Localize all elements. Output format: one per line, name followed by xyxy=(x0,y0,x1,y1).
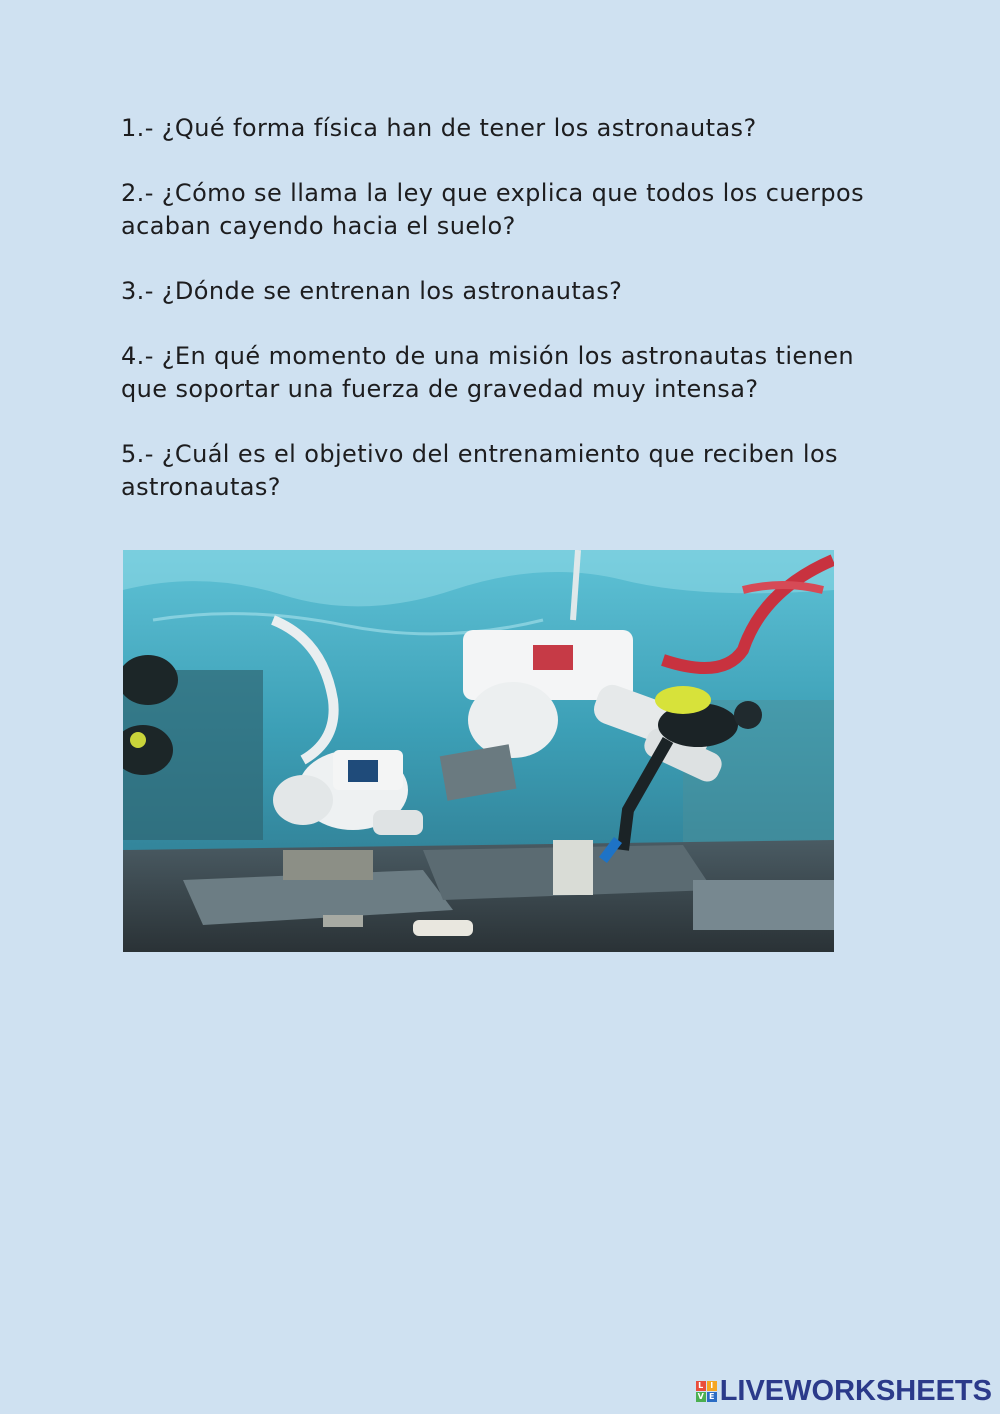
brand-name: LIVEWORKSHEETS xyxy=(719,1375,992,1407)
question-3: 3.- ¿Dónde se entrenan los astronautas? xyxy=(121,277,623,305)
logo-letter-v: V xyxy=(697,1392,704,1401)
question-list xyxy=(121,112,881,536)
liveworksheets-logo-icon xyxy=(696,1381,717,1402)
logo-letter-i: I xyxy=(707,1381,717,1391)
logo-letter-l: L xyxy=(696,1381,706,1391)
liveworksheets-brand xyxy=(696,1375,992,1408)
question-2: 2.- ¿Cómo se llama la ley que explica que todos los cuerpos acaban cayendo hacia el suelo? xyxy=(121,179,865,240)
question-1: 1.- ¿Qué forma física han de tener los astronautas? xyxy=(121,114,757,142)
question-4: 4.- ¿En qué momento de una misión los astronautas tienen que soportar una fuerza de gravedad muy intensa? xyxy=(121,342,854,403)
logo-letter-e: E xyxy=(707,1392,717,1402)
astronaut-training-photo xyxy=(123,550,834,952)
question-5: 5.- ¿Cuál es el objetivo del entrenamiento que reciben los astronautas? xyxy=(121,440,838,501)
